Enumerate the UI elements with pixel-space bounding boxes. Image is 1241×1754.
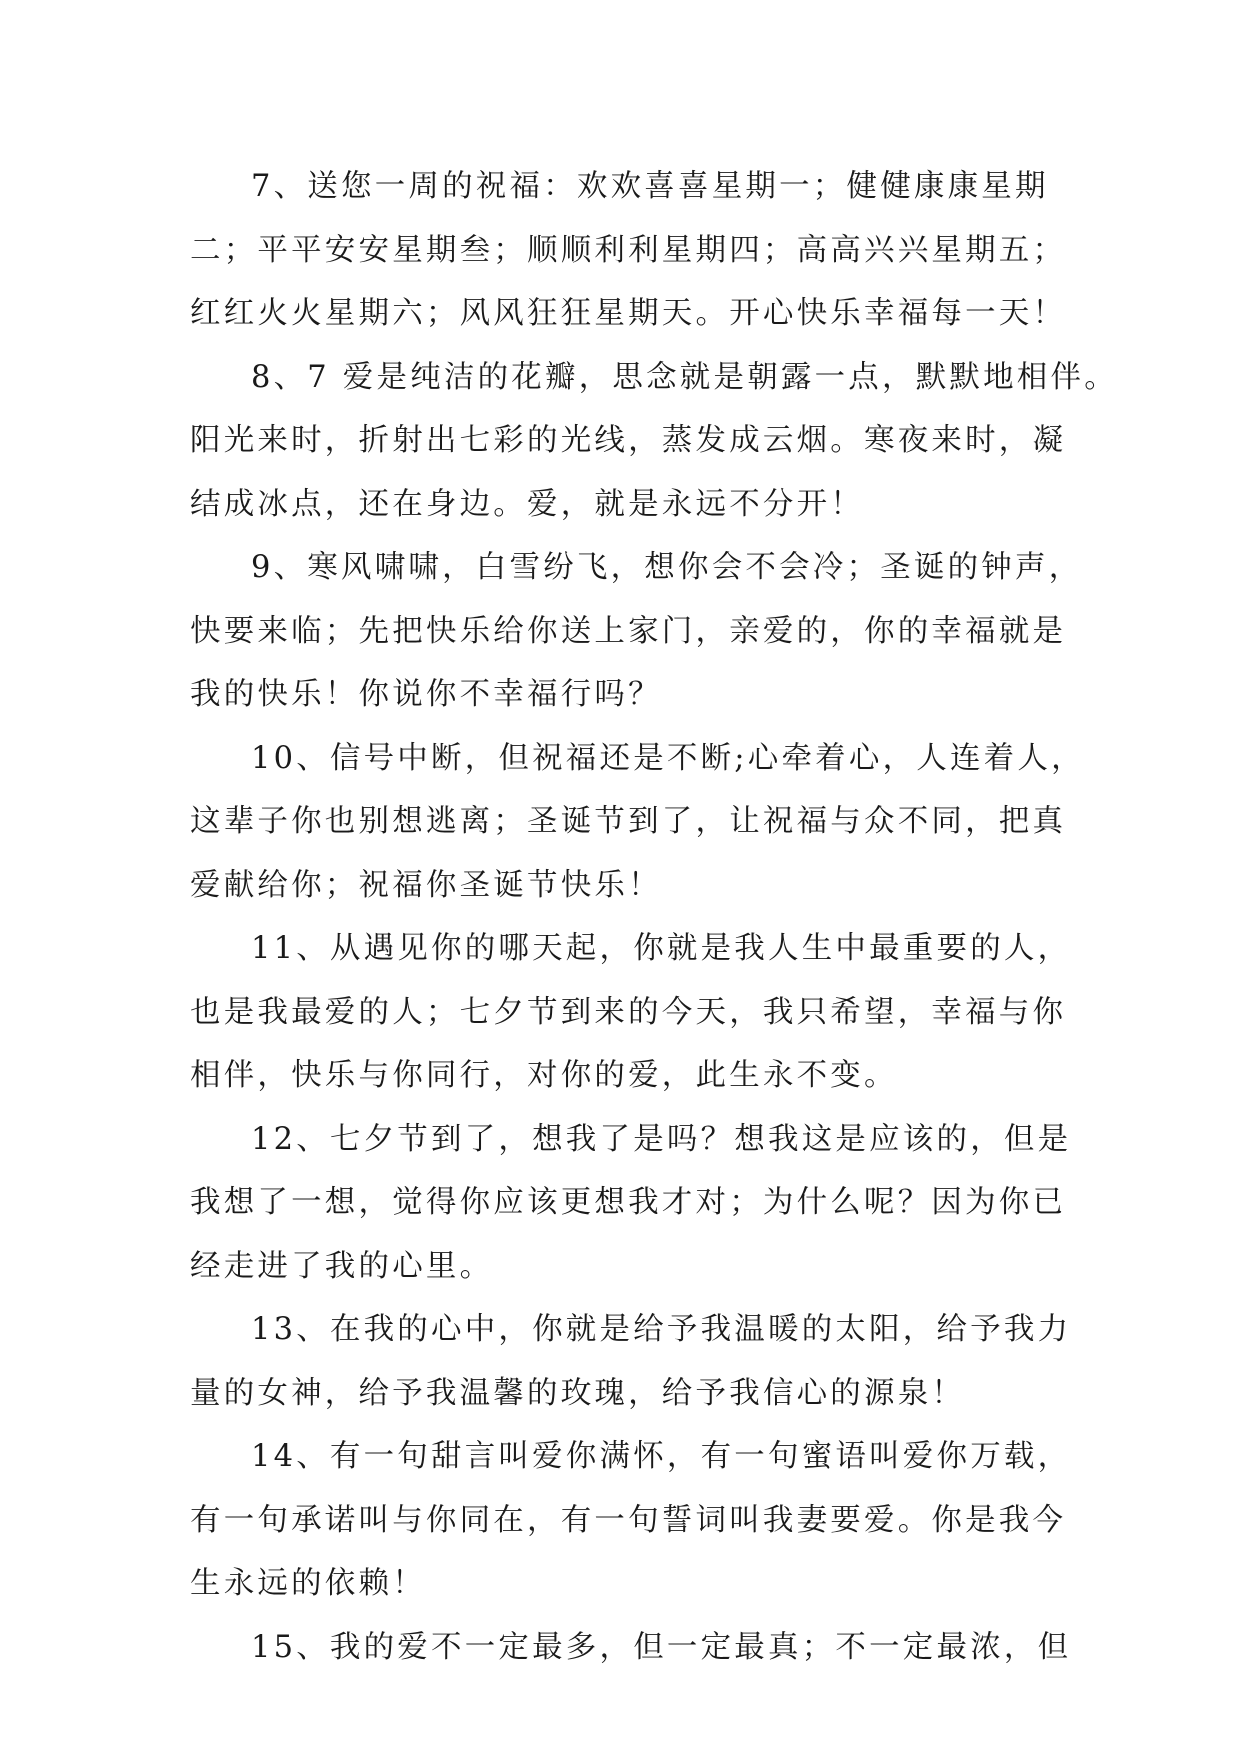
paragraph-line: 15、我的爱不一定最多，但一定最真；不一定最浓，但 (251, 1629, 1072, 1665)
paragraph-line: 红红火火星期六；风风狂狂星期天。开心快乐幸福每一天！ (190, 296, 1067, 331)
paragraph-line: 9、寒风啸啸，白雪纷飞，想你会不会冷；圣诞的钟声， (251, 550, 1083, 585)
paragraph-line: 结成冰点，还在身边。爱，就是永远不分开！ (190, 486, 864, 522)
paragraph-line: 爱献给你；祝福你圣诞节快乐！ (190, 867, 662, 903)
paragraph-line: 11、从遇见你的哪天起，你就是我人生中最重要的人， (251, 931, 1072, 966)
paragraph-line: 14、有一句甜言叫爱你满怀，有一句蜜语叫爱你万载， (251, 1439, 1072, 1474)
paragraph-line: 12、七夕节到了，想我了是吗？想我这是应该的，但是 (251, 1121, 1072, 1157)
paragraph-line: 7、送您一周的祝福：欢欢喜喜星期一；健健康康星期 (251, 169, 1049, 204)
paragraph-7 (190, 155, 1067, 346)
paragraph-11 (190, 917, 1072, 1108)
paragraph-line: 我的快乐！你说你不幸福行吗？ (190, 677, 662, 712)
paragraph-line: 也是我最爱的人；七夕节到来的今天，我只希望，幸福与你 (190, 994, 1067, 1030)
paragraph-13 (190, 1298, 1072, 1425)
paragraph-line: 13、在我的心中，你就是给予我温暖的太阳，给予我力 (251, 1312, 1072, 1347)
paragraph-line: 有一句承诺叫与你同在，有一句誓词叫我妻要爱。你是我今 (190, 1502, 1067, 1538)
paragraph-line: 生永远的依赖！ (190, 1566, 426, 1601)
paragraph-9 (190, 536, 1083, 727)
paragraph-line: 量的女神，给予我温馨的玫瑰，给予我信心的源泉！ (190, 1375, 966, 1411)
paragraph-8 (190, 346, 1118, 537)
paragraph-14 (190, 1425, 1072, 1616)
paragraph-10 (190, 727, 1085, 918)
paragraph-line: 经走进了我的心里。 (190, 1248, 494, 1284)
paragraph-line: 这辈子你也别想逃离；圣诞节到了，让祝福与众不同，把真 (190, 804, 1067, 839)
paragraph-line: 8、7 爱是纯洁的花瓣，思念就是朝露一点，默默地相伴。 (251, 359, 1118, 395)
paragraph-line: 相伴，快乐与你同行，对你的爱，此生永不变。 (190, 1058, 898, 1093)
paragraph-line: 10、信号中断，但祝福还是不断;心牵着心，人连着人， (251, 740, 1085, 776)
paragraph-line: 二；平平安安星期叁；顺顺利利星期四；高高兴兴星期五； (190, 232, 1067, 268)
paragraph-12 (190, 1108, 1072, 1299)
document-body (190, 155, 1118, 1679)
paragraph-line: 阳光来时，折射出七彩的光线，蒸发成云烟。寒夜来时，凝 (190, 423, 1067, 458)
paragraph-15 (190, 1616, 1072, 1680)
paragraph-line: 快要来临；先把快乐给你送上家门，亲爱的，你的幸福就是 (190, 613, 1067, 649)
paragraph-line: 我想了一想，觉得你应该更想我才对；为什么呢？因为你已 (190, 1185, 1067, 1220)
